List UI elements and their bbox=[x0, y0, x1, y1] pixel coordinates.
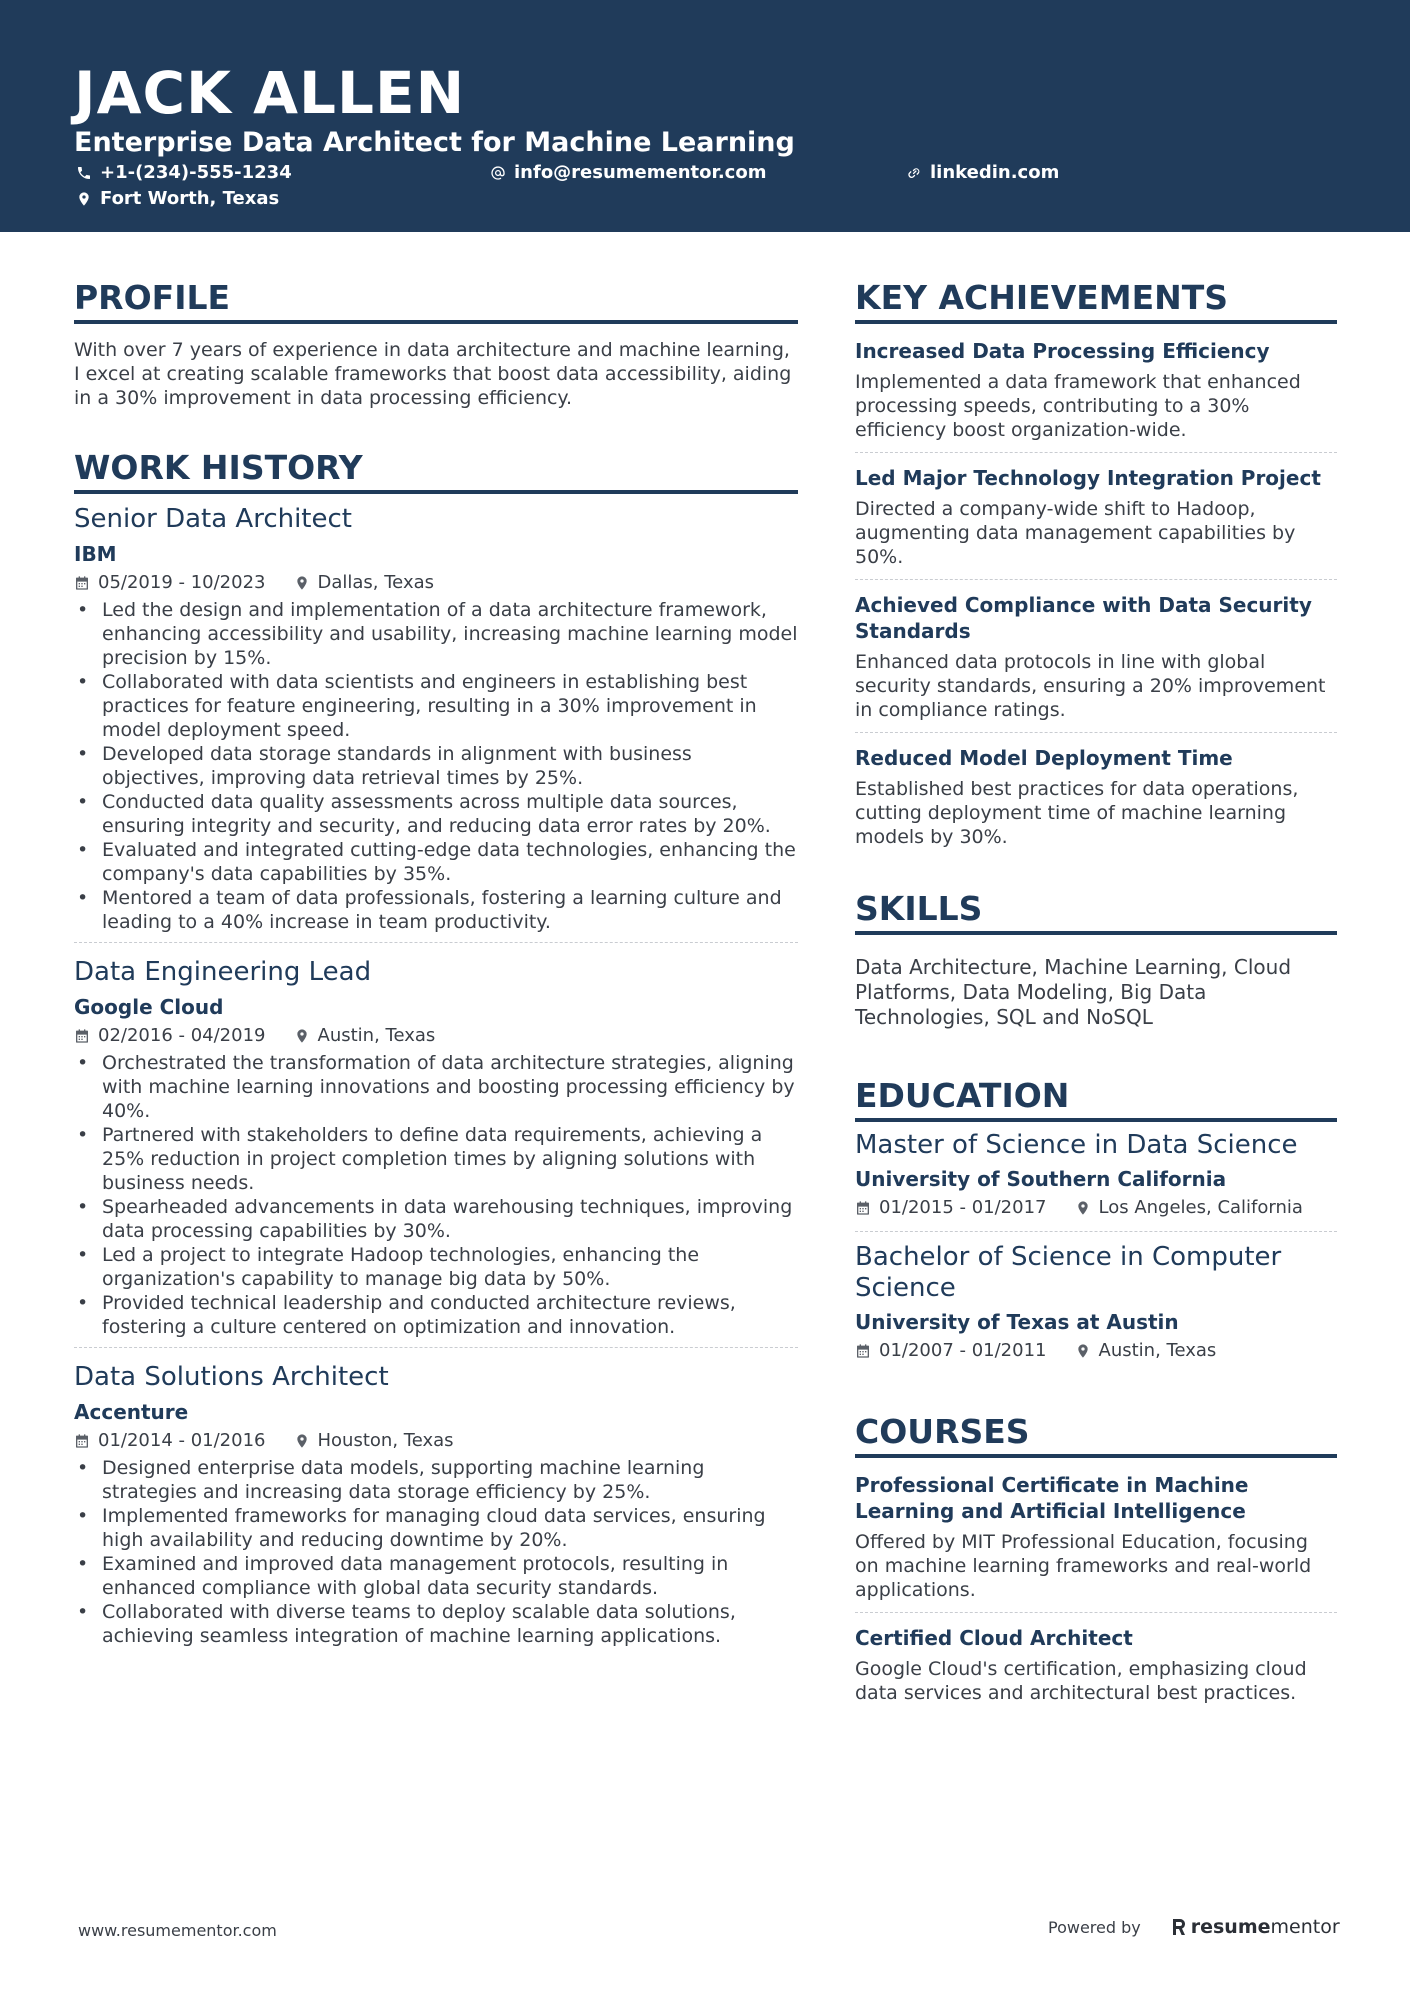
brand-logo[interactable] bbox=[1171, 1916, 1340, 1938]
date-location-row bbox=[74, 570, 798, 596]
section-title-courses: COURSES bbox=[855, 1414, 1337, 1458]
calendar-icon bbox=[74, 1433, 90, 1449]
job-bullets bbox=[74, 1051, 798, 1339]
date-location-row bbox=[74, 1023, 798, 1049]
profile-text: With over 7 years of experience in data architecture and machine learning, I excel at creating scalable frameworks that boost data accessibility, aiding in a 30% improvement in data processing efficiency. bbox=[74, 339, 792, 409]
location bbox=[1075, 1195, 1303, 1221]
education-item bbox=[855, 1242, 1337, 1374]
contact-location bbox=[76, 187, 279, 211]
achievement-desc: Established best practices for data operations, cutting deployment time of machine learning models by 30%. bbox=[855, 778, 1299, 848]
profile-section bbox=[74, 280, 798, 410]
phone-text: +1-(234)-555-1234 bbox=[100, 162, 292, 183]
job-bullet: • Provided technical leadership and conducted architecture reviews, fostering a culture centered on optimization and innovation. bbox=[74, 1291, 798, 1339]
job-company: IBM bbox=[74, 542, 117, 566]
location-pin-icon bbox=[1075, 1343, 1091, 1359]
achievement-title: Led Major Technology Integration Project bbox=[855, 466, 1321, 490]
job-bullet: • Developed data storage standards in alignment with business objectives, improving data retrieval times by 25%. bbox=[74, 742, 798, 790]
job-bullet: • Evaluated and integrated cutting-edge data technologies, enhancing the company's data capabilities by 35%. bbox=[74, 838, 798, 886]
brand-name-light: mentor bbox=[1270, 1916, 1340, 1938]
job-title: Data Engineering Lead bbox=[74, 957, 372, 987]
resumementor-logo-icon bbox=[1171, 1917, 1187, 1937]
job-company: Google Cloud bbox=[74, 995, 224, 1019]
job-entry bbox=[74, 502, 798, 943]
location-text: Dallas, Texas bbox=[317, 572, 434, 593]
location-pin-icon bbox=[294, 575, 310, 591]
job-bullet: • Examined and improved data management protocols, resulting in enhanced compliance with global data security standards. bbox=[74, 1552, 798, 1600]
job-bullet: • Spearheaded advancements in data warehousing techniques, improving data processing capabilities by 30%. bbox=[74, 1195, 798, 1243]
date-location-row bbox=[855, 1195, 1337, 1221]
achievement-desc: Directed a company-wide shift to Hadoop, augmenting data management capabilities by 50%. bbox=[855, 498, 1296, 568]
education-section bbox=[855, 1078, 1337, 1374]
location-text: Fort Worth, Texas bbox=[100, 188, 280, 209]
location bbox=[294, 1023, 436, 1049]
job-bullet: • Orchestrated the transformation of data architecture strategies, aligning with machine learning innovations and boosting processing efficiency by 40%. bbox=[74, 1051, 798, 1123]
section-title-work-history: WORK HISTORY bbox=[74, 450, 798, 494]
calendar-icon bbox=[74, 575, 90, 591]
course-item bbox=[855, 1472, 1337, 1613]
course-title: Professional Certificate in Machine Learning and Artificial Intelligence bbox=[855, 1473, 1249, 1523]
job-bullet: • Collaborated with data scientists and engineers in establishing best practices for feature engineering, resulting in a 30% improvement in model deployment speed. bbox=[74, 670, 798, 742]
date-range: 02/2016 - 04/2019 bbox=[98, 1025, 266, 1046]
footer-powered-by bbox=[1048, 1916, 1340, 1938]
achievement-desc: Implemented a data framework that enhanced processing speeds, contributing to a 30% efficiency boost organization-wide. bbox=[855, 371, 1301, 441]
section-title-achievements: KEY ACHIEVEMENTS bbox=[855, 280, 1337, 324]
achievement-item bbox=[855, 338, 1337, 453]
location-pin-icon bbox=[76, 191, 92, 207]
work-history-section bbox=[74, 450, 798, 1656]
candidate-title: Enterprise Data Architect for Machine Learning bbox=[74, 127, 795, 158]
degree-title: Bachelor of Science in Computer Science bbox=[855, 1242, 1282, 1303]
achievement-list bbox=[855, 338, 1337, 859]
email-text: info@resumementor.com bbox=[514, 162, 767, 183]
phone-icon bbox=[76, 165, 92, 181]
job-bullet: • Mentored a team of data professionals, fostering a learning culture and leading to a 40% increase in team productivity. bbox=[74, 886, 798, 934]
footer-website[interactable]: www.resumementor.com bbox=[78, 1921, 277, 1940]
location bbox=[294, 570, 435, 596]
job-bullet: • Partnered with stakeholders to define data requirements, achieving a 25% reduction in project completion times by aligning solutions with business needs. bbox=[74, 1123, 798, 1195]
location-text: Houston, Texas bbox=[317, 1430, 454, 1451]
job-bullet: • Designed enterprise data models, supporting machine learning strategies and increasing data storage efficiency by 25%. bbox=[74, 1456, 798, 1504]
section-title-skills: SKILLS bbox=[855, 891, 1337, 935]
date-location-row bbox=[74, 1428, 798, 1454]
location-pin-icon bbox=[294, 1028, 310, 1044]
achievement-item bbox=[855, 465, 1337, 580]
brand-name-bold: resume bbox=[1190, 1916, 1271, 1938]
calendar-icon bbox=[855, 1200, 871, 1216]
degree-title: Master of Science in Data Science bbox=[855, 1130, 1298, 1160]
contact-linkedin[interactable] bbox=[906, 161, 1059, 185]
contact-email[interactable] bbox=[490, 161, 766, 185]
right-column bbox=[855, 280, 1337, 1727]
achievement-desc: Enhanced data protocols in line with global security standards, ensuring a 20% improvement in compliance ratings. bbox=[855, 651, 1326, 721]
achievement-item bbox=[855, 745, 1337, 859]
powered-by-text: Powered by bbox=[1048, 1917, 1141, 1937]
job-bullets bbox=[74, 598, 798, 934]
achievement-title: Increased Data Processing Efficiency bbox=[855, 339, 1270, 363]
job-company: Accenture bbox=[74, 1400, 189, 1424]
left-column bbox=[74, 280, 798, 1668]
achievement-title: Achieved Compliance with Data Security Standards bbox=[855, 593, 1312, 643]
date-range: 05/2019 - 10/2023 bbox=[98, 572, 266, 593]
job-bullet: • Conducted data quality assessments across multiple data sources, ensuring integrity and security, and reducing data error rates by 20%. bbox=[74, 790, 798, 838]
date-range: 01/2014 - 01/2016 bbox=[98, 1430, 266, 1451]
course-desc: Offered by MIT Professional Education, focusing on machine learning frameworks and real-world applications. bbox=[855, 1531, 1312, 1601]
courses-section bbox=[855, 1414, 1337, 1715]
school-name: University of Southern California bbox=[855, 1167, 1227, 1191]
course-title: Certified Cloud Architect bbox=[855, 1626, 1133, 1650]
job-list bbox=[74, 502, 798, 1656]
location bbox=[294, 1428, 454, 1454]
education-list bbox=[855, 1130, 1337, 1374]
calendar-icon bbox=[855, 1343, 871, 1359]
achievement-title: Reduced Model Deployment Time bbox=[855, 746, 1233, 770]
job-title: Senior Data Architect bbox=[74, 504, 352, 534]
course-desc: Google Cloud's certification, emphasizing cloud data services and architectural best practices. bbox=[855, 1658, 1307, 1704]
location-pin-icon bbox=[1075, 1200, 1091, 1216]
location-text: Austin, Texas bbox=[1098, 1340, 1217, 1361]
date-location-row bbox=[855, 1338, 1337, 1364]
job-bullets bbox=[74, 1456, 798, 1648]
link-icon bbox=[906, 165, 922, 181]
achievements-section bbox=[855, 280, 1337, 859]
at-icon bbox=[490, 165, 506, 181]
location-pin-icon bbox=[294, 1433, 310, 1449]
job-bullet: • Led a project to integrate Hadoop technologies, enhancing the organization's capability to manage big data by 50%. bbox=[74, 1243, 798, 1291]
location-text: Los Angeles, California bbox=[1098, 1197, 1303, 1218]
job-title: Data Solutions Architect bbox=[74, 1362, 389, 1392]
course-item bbox=[855, 1625, 1337, 1715]
job-entry bbox=[74, 1360, 798, 1656]
job-bullet: • Implemented frameworks for managing cloud data services, ensuring high availability and reducing downtime by 20%. bbox=[74, 1504, 798, 1552]
candidate-name: JACK ALLEN bbox=[74, 59, 466, 127]
course-list bbox=[855, 1472, 1337, 1715]
job-entry bbox=[74, 955, 798, 1348]
skills-text: Data Architecture, Machine Learning, Cloud Platforms, Data Modeling, Big Data Technologies, SQL and NoSQL bbox=[855, 955, 1292, 1029]
resume-header bbox=[0, 0, 1410, 232]
date-range: 01/2007 - 01/2011 bbox=[879, 1340, 1047, 1361]
school-name: University of Texas at Austin bbox=[855, 1310, 1179, 1334]
job-bullet: • Collaborated with diverse teams to deploy scalable data solutions, achieving seamless integration of machine learning applications. bbox=[74, 1600, 798, 1648]
section-title-profile: PROFILE bbox=[74, 280, 798, 324]
location bbox=[1075, 1338, 1217, 1364]
linkedin-text: linkedin.com bbox=[930, 162, 1060, 183]
skills-section bbox=[855, 891, 1337, 1030]
job-bullet: • Led the design and implementation of a data architecture framework, enhancing accessibility and usability, increasing machine learning model precision by 15%. bbox=[74, 598, 798, 670]
section-title-education: EDUCATION bbox=[855, 1078, 1337, 1122]
education-item bbox=[855, 1130, 1337, 1232]
date-range: 01/2015 - 01/2017 bbox=[879, 1197, 1047, 1218]
calendar-icon bbox=[74, 1028, 90, 1044]
achievement-item bbox=[855, 592, 1337, 733]
location-text: Austin, Texas bbox=[317, 1025, 436, 1046]
contact-phone[interactable] bbox=[76, 161, 292, 185]
